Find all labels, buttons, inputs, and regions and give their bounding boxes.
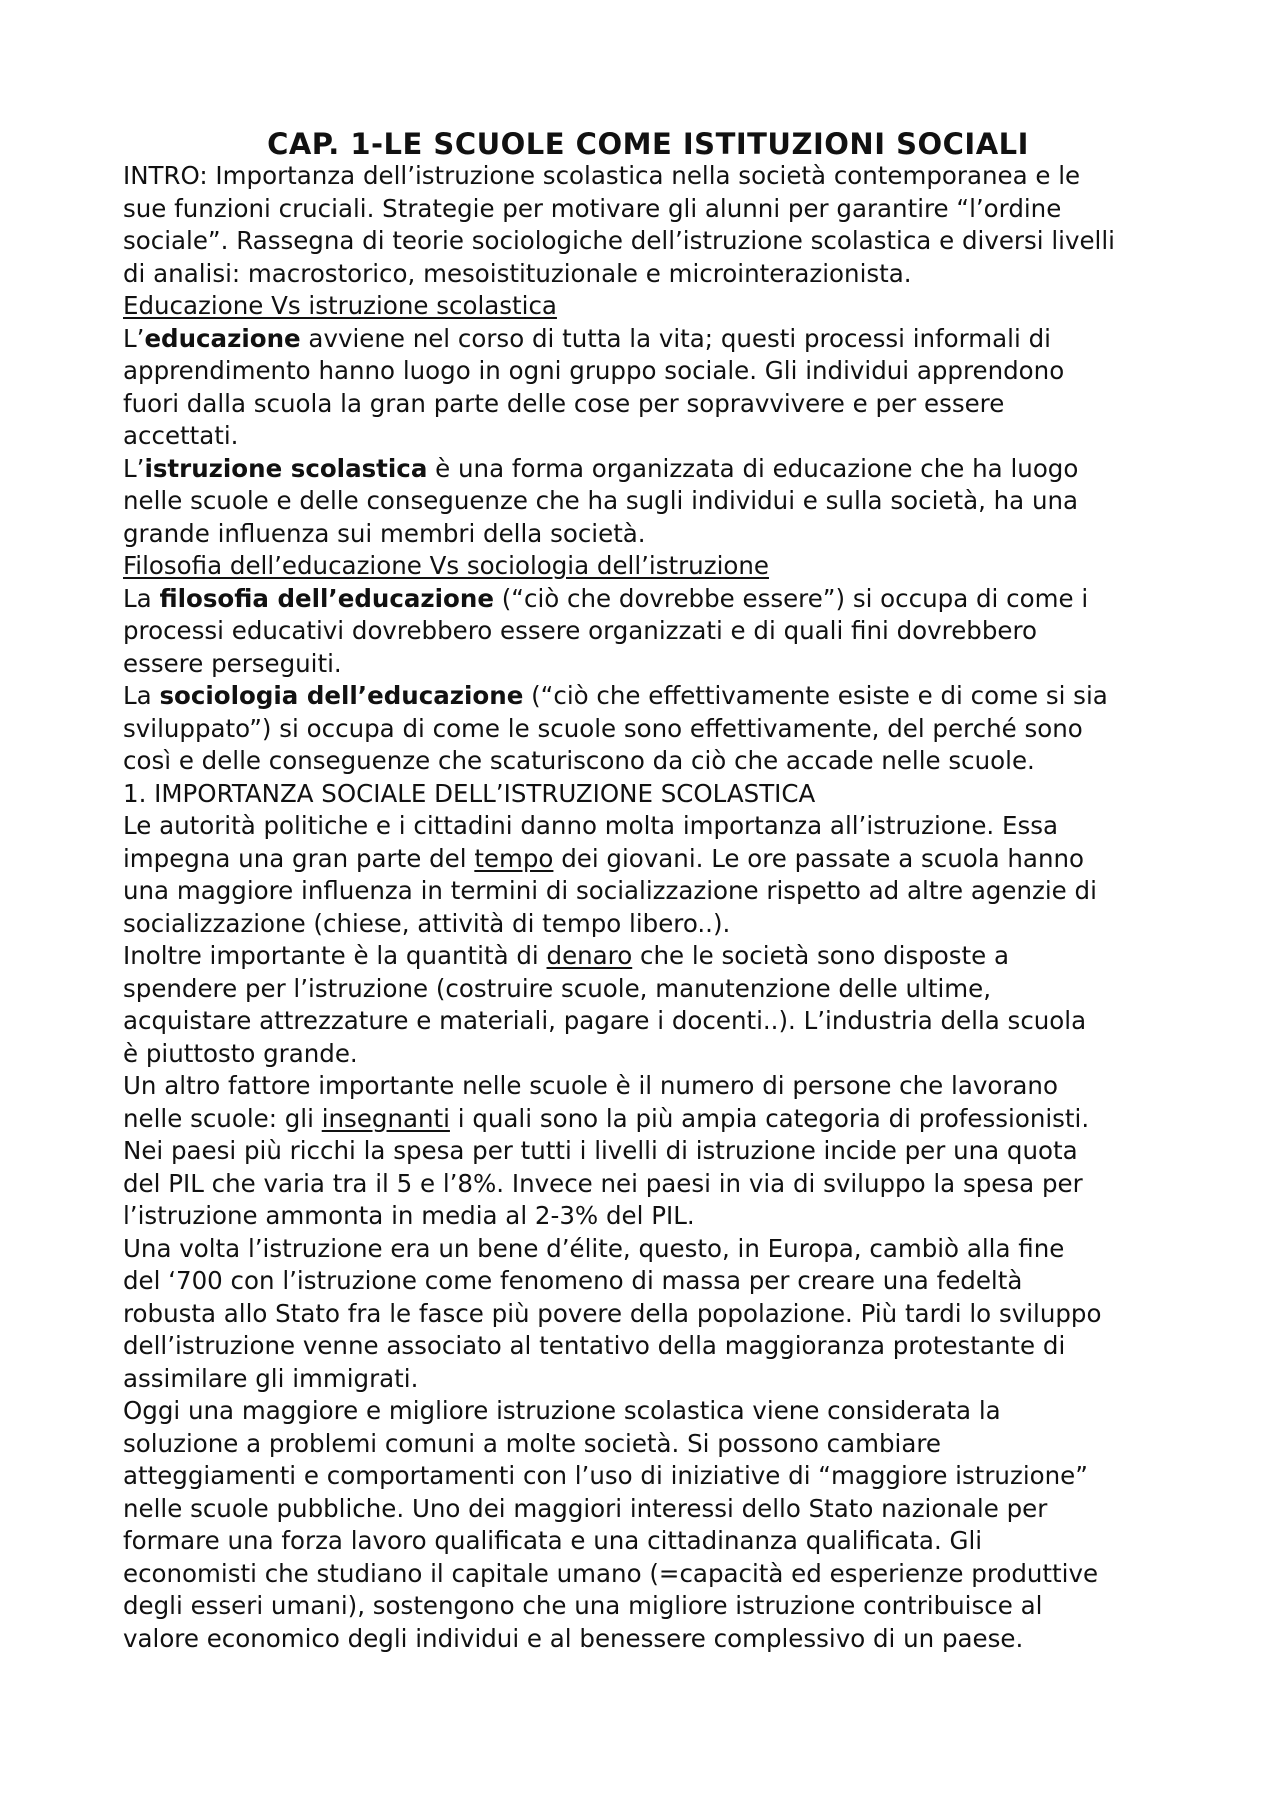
bold-term: sociologia dell’educazione xyxy=(159,681,524,710)
text-fragment: impegna una gran parte del xyxy=(123,843,475,873)
underlined-term: denaro xyxy=(546,941,633,970)
paragraph-sociologia xyxy=(123,680,1173,778)
text-line: è piuttosto grande. xyxy=(123,1038,358,1068)
text-fragment: i quali sono la più ampia categoria di professionisti. xyxy=(449,1103,1090,1133)
text-line: degli esseri umani), sostengono che una migliore istruzione contribuisce al xyxy=(123,1591,1043,1620)
underlined-term: insegnanti xyxy=(321,1103,450,1133)
text-line: economisti che studiano il capitale umano (=capacità ed esperienze produttive xyxy=(123,1558,1099,1588)
subheading-filosofia-vs-sociologia xyxy=(123,550,1173,583)
paragraph-insegnanti xyxy=(123,1070,1173,1233)
text-line: socializzazione (chiese, attività di tempo libero..). xyxy=(123,908,731,938)
text-line: di analisi: macrostorico, mesoistituzionale e microinterazionista. xyxy=(123,258,912,288)
document-page xyxy=(123,124,1173,1655)
paragraph-oggi xyxy=(123,1395,1173,1655)
paragraph-istruzione xyxy=(123,453,1173,551)
text-line: Oggi una maggiore e migliore istruzione scolastica viene considerata la xyxy=(123,1396,1001,1425)
text-line: fuori dalla scuola la gran parte delle cose per sopravvivere e per essere xyxy=(123,388,1005,418)
text-line: Una volta l’istruzione era un bene d’élite, questo, in Europa, cambiò alla fine xyxy=(123,1233,1065,1263)
paragraph-tempo xyxy=(123,810,1173,940)
text-line: valore economico degli individui e al benessere complessivo di un paese. xyxy=(123,1623,1024,1653)
text-line xyxy=(123,680,1173,713)
text-line: soluzione a problemi comuni a molte società. Si possono cambiare xyxy=(123,1428,941,1458)
bold-term: istruzione scolastica xyxy=(144,453,428,483)
subheading-text: Filosofia dell’educazione Vs sociologia dell’istruzione xyxy=(123,551,769,580)
text-line: nelle scuole e delle conseguenze che ha sugli individui e sulla società, ha una xyxy=(123,486,1079,515)
text-line: atteggiamenti e comportamenti con l’uso di iniziative di “maggiore istruzione” xyxy=(123,1461,1088,1490)
text-line xyxy=(123,323,1173,356)
text-line xyxy=(123,583,1173,616)
subheading-educazione-vs-istruzione xyxy=(123,290,1173,323)
text-line: Un altro fattore importante nelle scuole è il numero di persone che lavorano xyxy=(123,1071,1058,1100)
intro-paragraph xyxy=(123,160,1173,290)
bold-term: filosofia dell’educazione xyxy=(159,583,494,613)
text-line xyxy=(123,843,1173,876)
section-heading-importanza-sociale: 1. IMPORTANZA SOCIALE DELL’ISTRUZIONE SCOLASTICA xyxy=(123,778,816,808)
paragraph-filosofia xyxy=(123,583,1173,681)
text-fragment: è una forma organizzata di educazione che ha luogo xyxy=(427,453,1079,483)
text-line: Nei paesi più ricchi la spesa per tutti i livelli di istruzione incide per una quota xyxy=(123,1136,1078,1165)
text-fragment: dei giovani. Le ore passate a scuola hanno xyxy=(553,843,1084,873)
text-line: assimilare gli immigrati. xyxy=(123,1363,419,1393)
text-fragment: avviene nel corso di tutta la vita; questi processi informali di xyxy=(300,323,1051,353)
text-line xyxy=(123,1103,1173,1136)
text-line: sue funzioni cruciali. Strategie per motivare gli alunni per garantire “l’ordine xyxy=(123,193,1062,223)
text-line: Le autorità politiche e i cittadini danno molta importanza all’istruzione. Essa xyxy=(123,811,1058,840)
text-line: sviluppato”) si occupa di come le scuole sono effettivamente, del perché sono xyxy=(123,713,1083,743)
text-line: grande influenza sui membri della società. xyxy=(123,518,646,548)
text-fragment: La xyxy=(123,583,160,613)
text-line: INTRO: Importanza dell’istruzione scolastica nella società contemporanea e le xyxy=(123,161,1081,190)
text-line: dell’istruzione venne associato al tentativo della maggioranza protestante di xyxy=(123,1331,1066,1360)
text-line xyxy=(123,453,1173,486)
text-line: del PIL che varia tra il 5 e l’8%. Invece nei paesi in via di sviluppo la spesa per xyxy=(123,1168,1083,1198)
text-line: spendere per l’istruzione (costruire scuole, manutenzione delle ultime, xyxy=(123,973,992,1003)
text-line: una maggiore influenza in termini di socializzazione rispetto ad altre agenzie di xyxy=(123,876,1097,905)
paragraph-elite xyxy=(123,1233,1173,1396)
text-line: del ‘700 con l’istruzione come fenomeno di massa per creare una fedeltà xyxy=(123,1266,1023,1295)
paragraph-educazione xyxy=(123,323,1173,453)
text-line xyxy=(123,940,1173,973)
text-line: l’istruzione ammonta in media al 2-3% del PIL. xyxy=(123,1201,695,1230)
text-fragment: che le società sono disposte a xyxy=(632,941,1010,970)
text-line: processi educativi dovrebbero essere organizzati e di quali fini dovrebbero xyxy=(123,616,1037,645)
text-fragment: La xyxy=(123,681,160,710)
text-fragment: Inoltre importante è la quantità di xyxy=(123,941,547,970)
text-line: essere perseguiti. xyxy=(123,648,342,678)
paragraph-denaro xyxy=(123,940,1173,1070)
text-fragment: L’ xyxy=(123,453,145,483)
underlined-term: tempo xyxy=(474,843,554,873)
subheading-text: Educazione Vs istruzione scolastica xyxy=(123,291,557,320)
bold-term: educazione xyxy=(144,323,301,353)
text-line: accettati. xyxy=(123,421,239,450)
text-fragment: (“ciò che dovrebbe essere”) si occupa di come i xyxy=(493,583,1089,613)
text-line: robusta allo Stato fra le fasce più povere della popolazione. Più tardi lo sviluppo xyxy=(123,1298,1102,1328)
text-fragment: (“ciò che effettivamente esiste e di come si sia xyxy=(523,681,1108,710)
text-line: formare una forza lavoro qualificata e una cittadinanza qualificata. Gli xyxy=(123,1526,983,1555)
text-fragment: L’ xyxy=(123,323,145,353)
text-line: sociale”. Rassegna di teorie sociologiche dell’istruzione scolastica e diversi livelli xyxy=(123,226,1115,255)
document-title: CAP. 1-LE SCUOLE COME ISTITUZIONI SOCIALI xyxy=(267,127,1029,161)
text-line: nelle scuole pubbliche. Uno dei maggiori interessi dello Stato nazionale per xyxy=(123,1493,1048,1523)
text-line: così e delle conseguenze che scaturiscono da ciò che accade nelle scuole. xyxy=(123,746,1035,775)
text-line: acquistare attrezzature e materiali, pagare i docenti..). L’industria della scuola xyxy=(123,1006,1087,1035)
text-fragment: nelle scuole: gli xyxy=(123,1103,322,1133)
text-line: apprendimento hanno luogo in ogni gruppo sociale. Gli individui apprendono xyxy=(123,356,1065,385)
